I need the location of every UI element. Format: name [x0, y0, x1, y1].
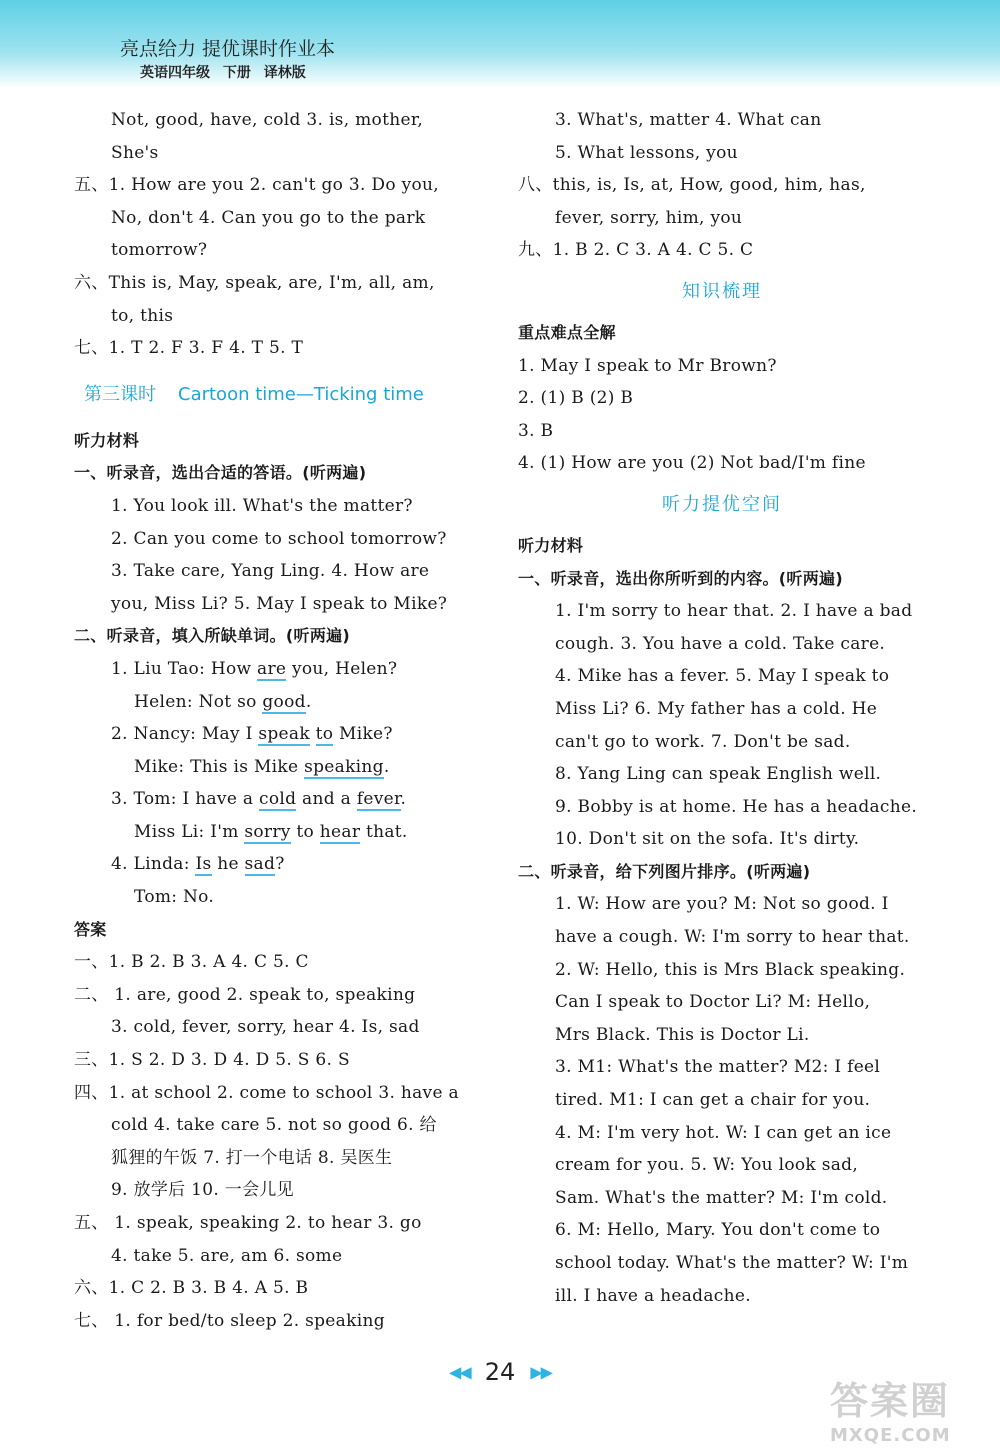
filled-blank: sad: [244, 854, 276, 875]
dialogue-line: [74, 816, 482, 849]
lesson-title: [74, 365, 482, 425]
text-line: 四、1. at school 2. come to school 3. have a: [74, 1082, 459, 1103]
text-line: 4. M: I'm very hot. W: I can get an ice: [555, 1122, 892, 1143]
filled-blank: hear: [319, 821, 361, 842]
text-line: 9. Bobby is at home. He has a headache.: [555, 796, 918, 817]
text-line: 2. (1) B (2) B: [518, 388, 634, 409]
text-line: Sam. What's the matter? M: I'm cold.: [555, 1187, 888, 1208]
text-line: 1. You look ill. What's the matter?: [111, 495, 413, 516]
text-line: you, Miss Li? 5. May I speak to Mike?: [111, 593, 448, 614]
text-line: 1. May I speak to Mr Brown?: [518, 355, 777, 376]
text-line: 七、1. T 2. F 3. F 4. T 5. T: [74, 338, 304, 359]
text-line: Mrs Black. This is Doctor Li.: [555, 1024, 810, 1045]
dialogue-line: [74, 783, 482, 816]
lesson-label: 第三课时: [84, 383, 156, 405]
text-line: 3. What's, matter 4. What can: [555, 110, 822, 130]
dialogue-text: .: [305, 691, 312, 712]
text-line: 狐狸的午饭 7. 打一个电话 8. 吴医生: [111, 1147, 393, 1168]
filled-blank: are: [257, 658, 287, 679]
dialogue-line: [74, 718, 482, 751]
section-knowledge-title: 知识梳理: [682, 280, 762, 302]
text-line: 4. Mike has a fever. 5. May I speak to: [555, 666, 890, 687]
text-line: 3. M1: What's the matter? M2: I feel: [555, 1057, 881, 1078]
listening-material-block: [74, 425, 482, 653]
text-line: 3. Take care, Yang Ling. 4. How are: [111, 561, 430, 582]
page-header: [0, 0, 1000, 88]
text-line: 五、 1. speak, speaking 2. to hear 3. go: [74, 1213, 422, 1233]
text-line: Can I speak to Doctor Li? M: Hello,: [555, 992, 871, 1013]
text-line: 六、1. C 2. B 3. B 4. A 5. B: [74, 1278, 309, 1299]
dialogue-line: [74, 848, 482, 881]
left-answers-block: [74, 104, 482, 365]
text-line: 10. Don't sit on the sofa. It's dirty.: [555, 829, 860, 850]
filled-blank: speak: [258, 724, 310, 745]
text-line: 3. B: [518, 420, 554, 441]
text-line: 6. M: Hello, Mary. You don't come to: [555, 1220, 881, 1241]
text-line: 九、1. B 2. C 3. A 4. C 5. C: [518, 240, 754, 261]
text-line: cough. 3. You have a cold. Take care.: [555, 633, 886, 654]
prev-arrows-icon: ◀◀: [449, 1362, 470, 1382]
section-listening-title: 听力提优空间: [662, 493, 782, 515]
answers-block: [74, 914, 482, 1338]
text-line: school today. What's the matter? W: I'm: [555, 1253, 909, 1273]
dialogue-text: 4. Linda:: [111, 854, 196, 875]
section-heading: 二、听录音，给下列图片排序。(听两遍): [518, 861, 811, 881]
dialogue-text: Tom: No.: [134, 887, 215, 908]
text-line: 三、1. S 2. D 3. D 4. D 5. S 6. S: [74, 1050, 350, 1071]
filled-blank: speaking: [304, 756, 384, 777]
text-line: fever, sorry, him, you: [555, 207, 743, 228]
section-heading: 二、听录音，填入所缺单词。(听两遍): [74, 626, 351, 646]
text-line: No, don't 4. Can you go to the park: [111, 207, 426, 228]
filled-blank: sorry: [244, 821, 291, 842]
dialogue-line: [74, 751, 482, 784]
text-line: 2. W: Hello, this is Mrs Black speaking.: [555, 959, 906, 980]
filled-blank: Is: [195, 854, 212, 875]
text-line: 3. cold, fever, sorry, hear 4. Is, sad: [111, 1017, 420, 1038]
text-line: to, this: [111, 305, 174, 326]
dialogue-text: you, Helen?: [286, 658, 398, 679]
left-column: [74, 104, 482, 1337]
text-line: cold 4. take care 5. not so good 6. 给: [111, 1115, 437, 1136]
next-arrows-icon: ▶▶: [530, 1362, 551, 1382]
dialogue-text: he: [211, 854, 245, 875]
dialogue-block: [74, 653, 482, 914]
dialogue-text: Miss Li: I'm: [134, 821, 245, 842]
text-line: Not, good, have, cold 3. is, mother,: [111, 110, 424, 130]
text-line: She's: [111, 142, 159, 163]
text-line: 1. W: How are you? M: Not so good. I: [555, 894, 889, 915]
text-line: can't go to work. 7. Don't be sad.: [555, 731, 851, 752]
section-heading: 答案: [74, 919, 107, 939]
dialogue-text: to: [290, 821, 320, 842]
right-answers-block: [518, 104, 926, 267]
section-heading: 听力材料: [74, 430, 140, 450]
dialogue-text: ?: [275, 854, 285, 875]
text-line: 七、 1. for bed/to sleep 2. speaking: [74, 1310, 385, 1331]
text-line: 9. 放学后 10. 一会儿见: [111, 1180, 294, 1201]
right-column: [518, 104, 926, 1312]
section-heading: 重点难点全解: [518, 322, 616, 342]
filled-blank: fever: [356, 789, 401, 810]
watermark-url: MXQE.COM: [830, 1425, 951, 1446]
section-heading: 一、听录音，选出合适的答语。(听两遍): [74, 463, 367, 483]
text-line: Miss Li? 6. My father has a cold. He: [555, 698, 878, 719]
text-line: tired. M1: I can get a chair for you.: [555, 1090, 871, 1111]
dialogue-text: 1. Liu Tao: How: [111, 658, 258, 679]
text-line: 4. (1) How are you (2) Not bad/I'm fine: [518, 453, 866, 474]
dialogue-text: 2. Nancy: May I: [111, 724, 259, 745]
dialogue-text: Helen: Not so: [134, 691, 263, 712]
watermark-logo: [830, 1370, 1000, 1448]
text-line: 1. I'm sorry to hear that. 2. I have a bad: [555, 601, 913, 622]
text-line: have a cough. W: I'm sorry to hear that.: [555, 927, 910, 948]
text-line: cream for you. 5. W: You look sad,: [555, 1155, 859, 1176]
dialogue-text: Mike?: [333, 724, 393, 745]
text-line: 八、this, is, Is, at, How, good, him, has,: [518, 175, 866, 196]
text-line: ill. I have a headache.: [555, 1285, 751, 1306]
dialogue-line: [74, 881, 482, 914]
book-subtitle: 英语四年级 下册 译林版: [140, 65, 306, 81]
text-line: tomorrow?: [111, 240, 208, 261]
dialogue-line: [74, 686, 482, 719]
filled-blank: cold: [259, 789, 297, 810]
text-line: 2. Can you come to school tomorrow?: [111, 528, 447, 549]
text-line: 一、1. B 2. B 3. A 4. C 5. C: [74, 952, 309, 973]
dialogue-text: .: [400, 789, 407, 810]
text-line: 5. What lessons, you: [555, 142, 738, 163]
dialogue-text: and a: [296, 789, 357, 810]
dialogue-line: [74, 653, 482, 686]
section-heading: 一、听录音，选出你所听到的内容。(听两遍): [518, 568, 843, 588]
filled-blank: to: [315, 724, 334, 745]
lesson-name: Cartoon time—Ticking time: [178, 383, 424, 405]
dialogue-text: that.: [360, 821, 408, 842]
page-number: 24: [484, 1358, 516, 1386]
dialogue-text: Mike: This is Mike: [134, 756, 305, 777]
text-line: 8. Yang Ling can speak English well.: [555, 764, 882, 785]
listening-practice-block: [518, 530, 926, 1312]
dialogue-text: 3. Tom: I have a: [111, 789, 260, 810]
dialogue-text: [310, 724, 316, 744]
book-title: 亮点给力 提优课时作业本: [120, 38, 336, 60]
watermark-text: 答案圈: [830, 1379, 951, 1423]
text-line: 六、This is, May, speak, are, I'm, all, am,: [74, 272, 435, 293]
text-line: 五、1. How are you 2. can't go 3. Do you,: [74, 175, 439, 196]
section-heading: 听力材料: [518, 535, 584, 555]
text-line: 4. take 5. are, am 6. some: [111, 1245, 343, 1266]
text-line: 二、 1. are, good 2. speak to, speaking: [74, 984, 416, 1005]
key-points-block: [518, 317, 926, 480]
filled-blank: good: [262, 691, 306, 712]
dialogue-text: .: [383, 756, 390, 777]
